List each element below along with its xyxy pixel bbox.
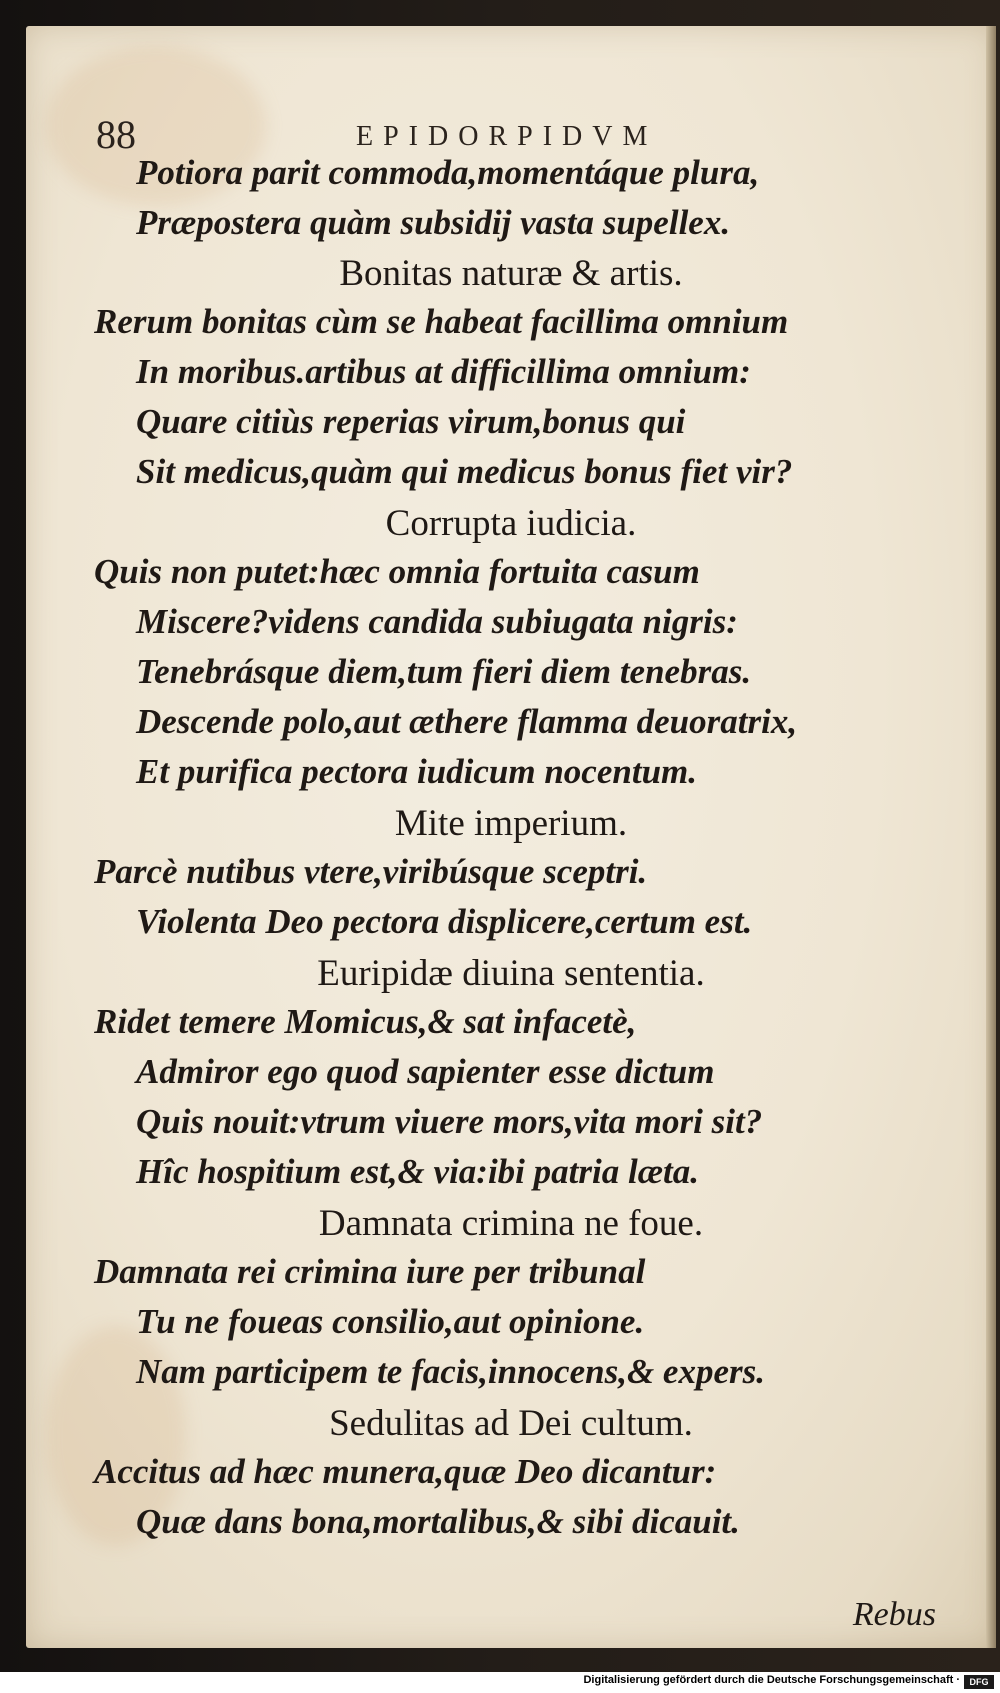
verse-line: Miscere?videns candida subiugata nigris:	[136, 602, 738, 641]
section-heading: Corrupta iudicia.	[385, 503, 637, 544]
section-heading: Bonitas naturæ & artis.	[339, 253, 683, 294]
dfg-logo-icon: DFG	[964, 1675, 994, 1689]
verse-line: Potiora parit commoda,momentáque plura,	[136, 153, 760, 192]
running-head: EPIDORPIDVM	[356, 121, 658, 152]
verse-line: Parcè nutibus vtere,viribúsque sceptri.	[94, 852, 648, 891]
verse-line: Descende polo,aut æthere flamma deuoratrix,	[136, 702, 798, 741]
verse-line: Accitus ad hæc munera,quæ Deo dicantur:	[94, 1452, 717, 1491]
page-number: 88	[96, 112, 136, 157]
verse-line: Quæ dans bona,mortalibus,& sibi dicauit.	[136, 1502, 740, 1541]
funding-credit: Digitalisierung gefördert durch die Deutsche Forschungsgemeinschaft ·	[583, 1674, 960, 1686]
verse-line: Tu ne foueas consilio,aut opinione.	[136, 1302, 645, 1341]
verse-line: Tenebrásque diem,tum fieri diem tenebras.	[136, 652, 752, 691]
digitization-footer	[0, 1672, 1000, 1693]
verse-line: Præpostera quàm subsidij vasta supellex.	[136, 203, 731, 242]
section-heading: Mite imperium.	[394, 803, 628, 844]
section-heading: Euripidæ diuina sententia.	[317, 953, 705, 994]
verse-line: Hîc hospitium est,& via:ibi patria læta.	[136, 1152, 699, 1191]
section-heading: Damnata crimina ne foue.	[318, 1203, 704, 1244]
verse-line: Violenta Deo pectora displicere,certum est.	[136, 902, 753, 941]
verse-line: Sit medicus,quàm qui medicus bonus fiet vir?	[136, 452, 793, 491]
verse-line: Ridet temere Momicus,& sat infacetè,	[94, 1002, 637, 1041]
section-heading: Sedulitas ad Dei cultum.	[329, 1403, 693, 1444]
verse-line: Quis non putet:hæc omnia fortuita casum	[94, 552, 700, 591]
verse-line: Nam participem te facis,innocens,& expers.	[136, 1352, 765, 1391]
verse-line: Damnata rei crimina iure per tribunal	[94, 1252, 646, 1291]
verse-line: Quare citiùs reperias virum,bonus qui	[136, 402, 686, 441]
verse-line: Quis nouit:vtrum viuere mors,vita mori sit?	[136, 1102, 763, 1141]
book-page	[26, 26, 996, 1648]
verse-line: Rerum bonitas cùm se habeat facillima omnium	[94, 302, 789, 341]
verse-line: Et purifica pectora iudicum nocentum.	[136, 752, 698, 791]
catchword: Rebus	[852, 1596, 936, 1633]
verse-line: In moribus.artibus at difficillima omnium:	[136, 352, 751, 391]
verse-line: Admiror ego quod sapienter esse dictum	[136, 1052, 715, 1091]
